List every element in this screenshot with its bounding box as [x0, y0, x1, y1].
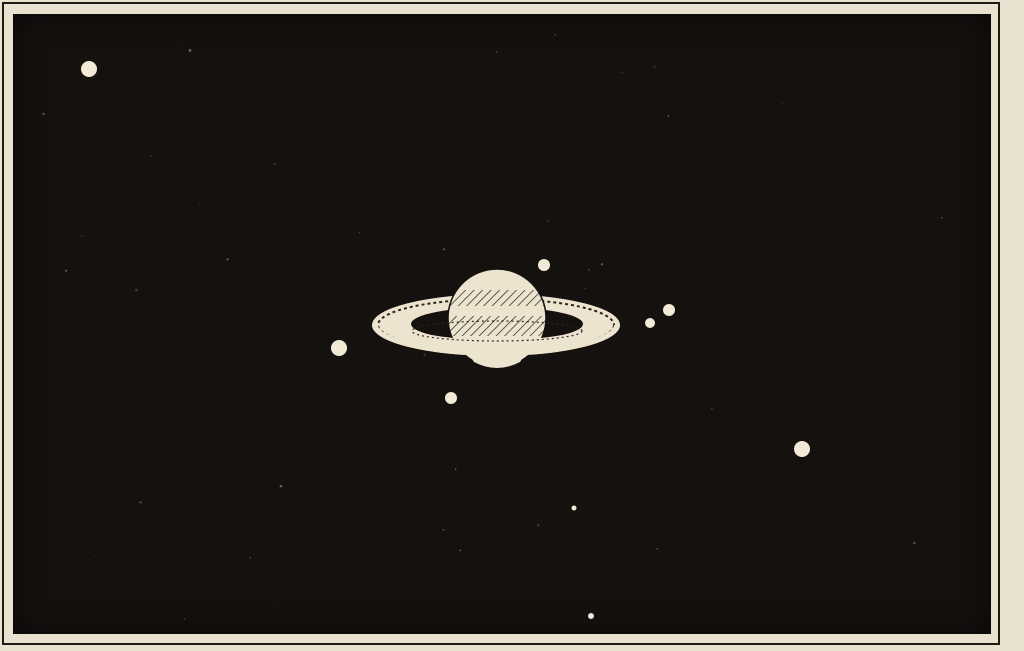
moon: [81, 61, 97, 77]
star-speckle: [139, 501, 142, 504]
star-speckle: [711, 408, 712, 409]
star-speckle: [359, 232, 360, 233]
cloud-band-equator: [440, 316, 560, 336]
star-speckle: [184, 618, 186, 620]
star-speckle: [42, 113, 44, 115]
moon: [645, 318, 655, 328]
star-speckle: [913, 542, 915, 544]
star-speckle: [443, 529, 445, 531]
saturn: [372, 269, 620, 368]
moon: [572, 506, 577, 511]
star-speckle: [601, 263, 603, 265]
star-speckle: [424, 354, 426, 356]
star-speckle: [280, 485, 283, 488]
moon: [331, 340, 347, 356]
moon: [538, 259, 550, 271]
star-speckle: [199, 204, 200, 205]
star-speckle: [621, 72, 623, 74]
star-speckle: [782, 102, 783, 103]
moon: [445, 392, 457, 404]
star-speckle: [189, 49, 192, 52]
star-speckle: [537, 524, 540, 527]
star-speckle: [443, 248, 445, 250]
star-speckle: [81, 235, 82, 236]
star-speckle: [226, 258, 228, 260]
star-speckle: [656, 548, 657, 549]
moon: [663, 304, 675, 316]
star-speckle: [653, 66, 655, 68]
star-speckle: [554, 34, 556, 36]
moon: [588, 613, 594, 619]
star-speckle: [547, 220, 548, 221]
moon: [794, 441, 810, 457]
star-speckle: [94, 555, 95, 556]
star-speckle: [182, 42, 183, 43]
star-speckle: [941, 217, 943, 219]
star-speckle: [585, 288, 586, 289]
star-speckle: [459, 549, 461, 551]
star-speckle: [65, 270, 67, 272]
star-speckle: [496, 51, 498, 53]
star-speckle: [455, 468, 457, 470]
star-speckle: [135, 289, 138, 292]
star-speckle: [274, 163, 276, 165]
star-speckle: [150, 155, 152, 157]
star-speckle: [277, 601, 278, 602]
star-speckle: [588, 269, 590, 271]
star-speckle: [249, 557, 251, 559]
star-speckle: [667, 115, 669, 117]
